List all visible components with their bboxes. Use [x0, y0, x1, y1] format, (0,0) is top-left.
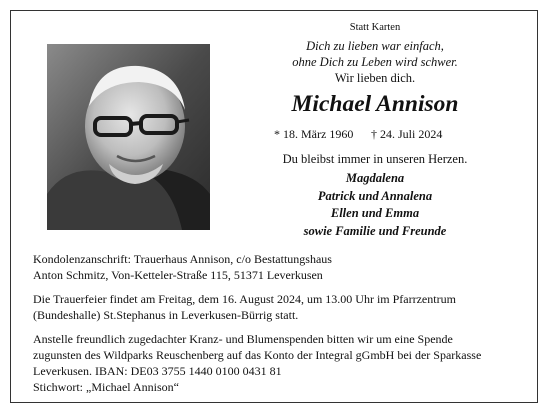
funeral-line: Die Trauerfeier findet am Freitag, dem 16. August 2024, um 13.00 Uhr im Pfarrzentrum: [33, 292, 456, 306]
verse: [259, 38, 491, 70]
family-list: [259, 170, 491, 240]
obituary-card: [10, 10, 538, 403]
donation-line: Leverkusen. IBAN: DE03 3755 1440 0100 0431 81: [33, 364, 282, 378]
header-text: Statt Karten: [349, 22, 401, 33]
condolence-address: [33, 251, 533, 283]
heart-line: Du bleibst immer in unseren Herzen.: [282, 152, 468, 166]
we-love-line: Wir lieben dich.: [334, 71, 416, 85]
verse-line: ohne Dich zu Leben wird schwer.: [292, 55, 458, 69]
birth-date: * 18. März 1960: [274, 127, 354, 141]
donation-line: zugunsten des Wildparks Reuschenberg auf das Konto der Integral gGmbH bei der Sparkasse: [33, 348, 482, 362]
donation-info: [33, 331, 533, 395]
family-member: sowie Familie und Freunde: [303, 223, 447, 238]
condolence-line: Kondolenzanschrift: Trauerhaus Annison, c/o Bestattungshaus: [33, 252, 332, 266]
portrait-photo-icon: [47, 44, 210, 230]
family-member: Magdalena: [345, 171, 405, 185]
donation-line: Anstelle freundlich zugedachter Kranz- und Blumenspenden bitten wir um eine Spende: [33, 332, 453, 346]
verse-line: Dich zu lieben war einfach,: [306, 39, 444, 53]
donation-line: Stichwort: „Michael Annison“: [33, 380, 179, 394]
funeral-info: [33, 291, 533, 323]
family-member: Ellen und Emma: [330, 206, 420, 220]
death-date: † 24. Juli 2024: [371, 127, 443, 141]
condolence-line: Anton Schmitz, Von-Ketteler-Straße 115, 51371 Leverkusen: [33, 268, 323, 282]
funeral-line: (Bundeshalle) St.Stephanus in Leverkusen-Bürrig statt.: [33, 308, 299, 322]
deceased-name: Michael Annison: [291, 91, 459, 117]
family-member: Patrick und Annalena: [317, 188, 433, 203]
